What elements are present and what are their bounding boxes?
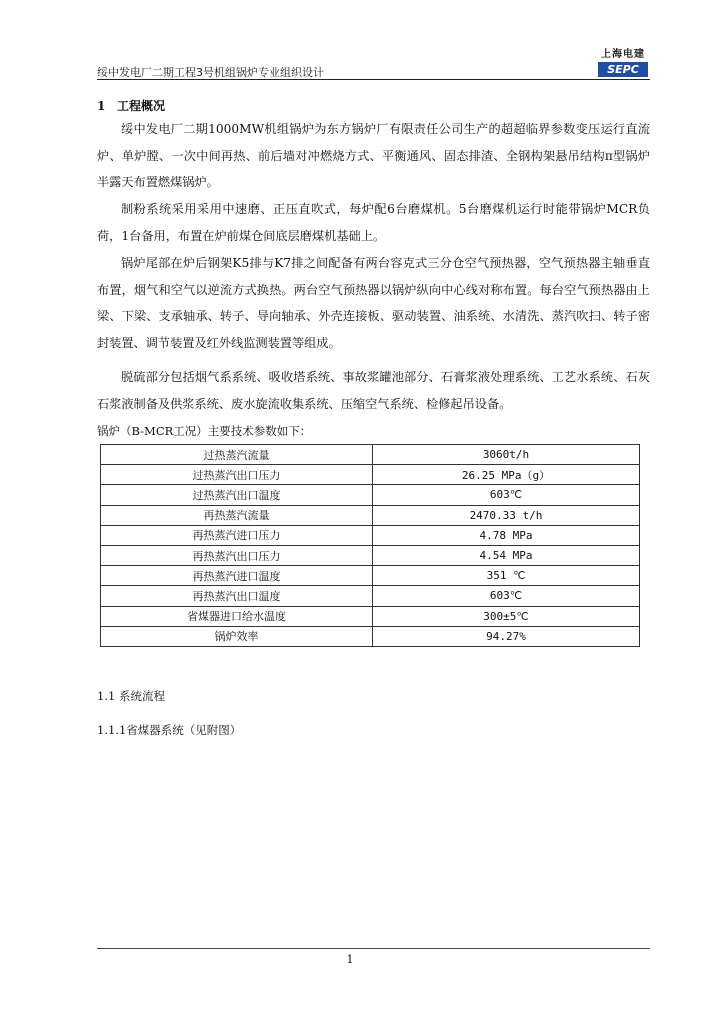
subsection-economizer-system: 1.1.1省煤器系统（见附图） [97,723,242,737]
parameter-name: 锅炉效率 [101,626,373,646]
company-logo [598,48,648,78]
subsection-system-flow: 1.1 系统流程 [97,689,165,703]
parameter-value: 603℃ [373,586,640,606]
parameter-value: 3060t/h [373,445,640,465]
footer-divider [97,948,650,949]
table-row [101,465,640,485]
page-number: 1 [346,953,354,966]
header-divider [97,79,650,80]
parameter-value: 351 ℃ [373,566,640,586]
parameter-value: 26.25 MPa（g） [373,465,640,485]
document-header-title: 绥中发电厂二期工程3号机组锅炉专业组织设计 [97,66,324,79]
parameter-value: 603℃ [373,485,640,505]
paragraph-air-preheater: 锅炉尾部在炉后钢架K5排与K7排之间配备有两台容克式三分仓空气预热器，空气预热器主轴垂直布置，烟气和空气以逆流方式换热。两台空气预热器以锅炉纵向中心线对称布置。每台空气预热器由上梁、下梁、支承轴承、转子、导向轴承、外壳连接板、驱动装置、油系统、水清洗、蒸汽吹扫、转子密封装置、调节装置及红外线监测装置等组成。 [97,256,650,350]
paragraph-pulverizing-system: 制粉系统采用采用中速磨、正压直吹式，每炉配6台磨煤机。5台磨煤机运行时能带锅炉MCR负荷，1台备用，布置在炉前煤仓间底层磨煤机基础上。 [97,202,650,243]
paragraph-desulfurization: 脱硫部分包括烟气系系统、吸收塔系统、事故浆罐池部分、石膏浆液处理系统、工艺水系统、石灰石浆液制备及供浆系统、废水旋流收集系统、压缩空气系统、检修起吊设备。 [97,370,650,411]
parameter-name: 过热蒸汽流量 [101,445,373,465]
table-row [101,606,640,626]
parameter-value: 4.78 MPa [373,525,640,545]
table-row [101,525,640,545]
table-row [101,586,640,606]
paragraph-boiler-overview: 绥中发电厂二期1000MW机组锅炉为东方锅炉厂有限责任公司生产的超超临界参数变压运行直流炉、单炉膛、一次中间再热、前后墙对冲燃烧方式、平衡通风、固态排渣、全钢构架悬吊结构π型锅炉半露天布置燃煤锅炉。 [97,122,650,189]
parameter-name: 再热蒸汽流量 [101,505,373,525]
table-row [101,445,640,465]
section-number: 1 [97,99,106,113]
logo-chinese-name: 上海电建 [601,49,645,60]
parameter-name: 过热蒸汽出口压力 [101,465,373,485]
section-heading [97,97,165,114]
table-row [101,505,640,525]
parameter-value: 300±5℃ [373,606,640,626]
parameter-value: 94.27% [373,626,640,646]
table-row [101,626,640,646]
parameter-name: 再热蒸汽进口温度 [101,566,373,586]
parameter-name: 过热蒸汽出口温度 [101,485,373,505]
table-row [101,485,640,505]
boiler-parameters-table [100,444,640,647]
table-row [101,545,640,565]
parameter-name: 再热蒸汽进口压力 [101,525,373,545]
parameter-name: 省煤器进口给水温度 [101,606,373,626]
section-title: 工程概况 [117,99,166,113]
table-caption: 锅炉（B-MCR工况）主要技术参数如下： [97,424,312,438]
logo-sepc-mark: SEPC [598,62,648,77]
parameter-name: 再热蒸汽出口压力 [101,545,373,565]
table-row [101,566,640,586]
parameter-name: 再热蒸汽出口温度 [101,586,373,606]
parameter-value: 2470.33 t/h [373,505,640,525]
parameter-value: 4.54 MPa [373,545,640,565]
